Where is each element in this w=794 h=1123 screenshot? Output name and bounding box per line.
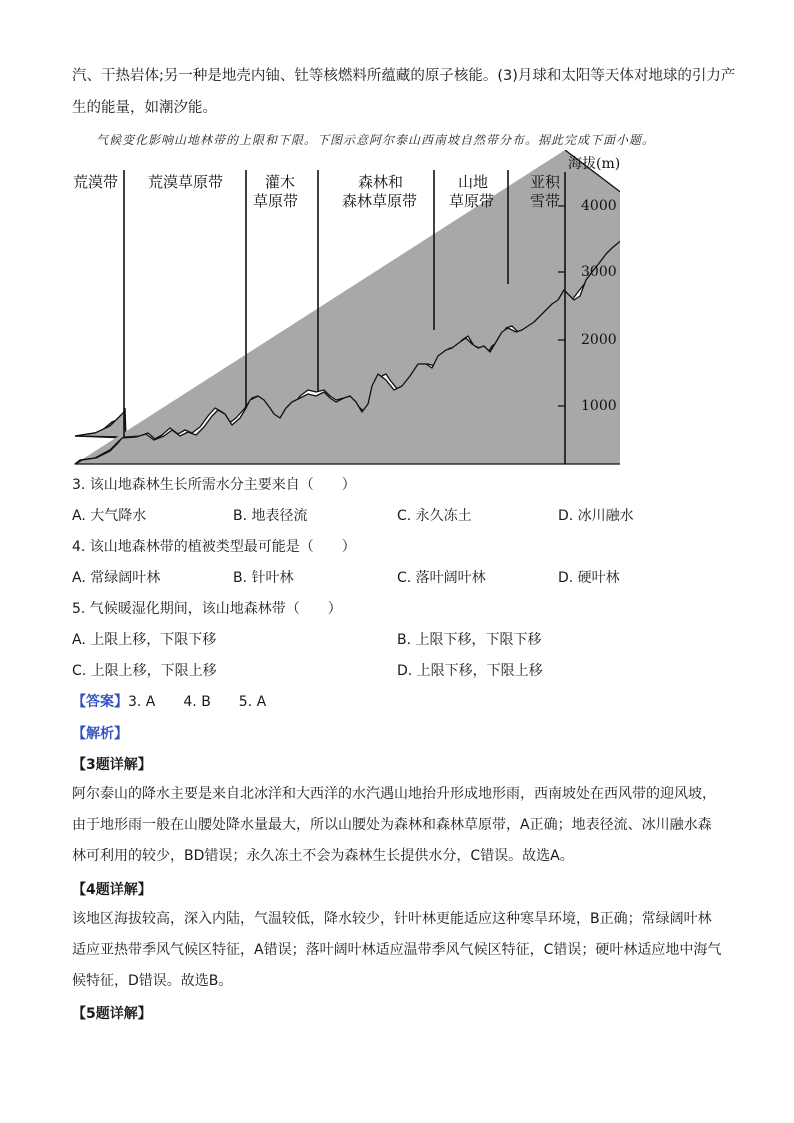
answer-label: 【答案】	[72, 694, 128, 710]
question-3-stem: 3. 该山地森林生长所需水分主要来自（ ）	[72, 477, 356, 493]
zone-label-subnival-1: 亚积	[530, 173, 561, 191]
q5-option-b[interactable]: B. 上限下移，下限下移	[397, 632, 542, 648]
q4-option-b[interactable]: B. 针叶林	[233, 570, 294, 586]
q5-option-d[interactable]: D. 上限下移，下限上移	[397, 663, 543, 679]
tick-label-1000: 1000	[581, 398, 617, 414]
elevation-profile-figure	[60, 150, 620, 474]
question-5-stem: 5. 气候暖湿化期间，该山地森林带（ ）	[72, 601, 342, 617]
zone-label-mountain-steppe-1: 山地	[458, 173, 489, 191]
detail-3-body: 阿尔泰山的降水主要是来自北冰洋和大西洋的水汽遇山地抬升形成地形雨，西南坡处在西风带的迎风坡，由于地形雨一般在山腰处降水量最大，所以山腰处为森林和森林草原带，A正确；地表径流、冰川融水森林可利用的较少，BD错误；永久冻土不会为森林生长提供水分，C错误。故选A。	[72, 786, 716, 864]
detail-3-title: 【3题详解】	[72, 757, 152, 773]
zone-label-subnival-2: 雪带	[530, 192, 561, 210]
tick-label-4000: 4000	[581, 198, 617, 214]
zone-label-mountain-steppe-2: 草原带	[449, 192, 495, 210]
tick-label-2000: 2000	[581, 332, 617, 348]
q4-option-c[interactable]: C. 落叶阔叶林	[397, 570, 486, 586]
zone-label-shrub-2: 草原带	[253, 192, 299, 210]
zone-label-forest-1: 森林和	[358, 173, 404, 191]
terrain-area	[75, 412, 126, 437]
intro-line-2: 生的能量，如潮汐能。	[72, 100, 217, 116]
analysis-label: 【解析】	[72, 726, 128, 742]
q3-option-b[interactable]: B. 地表径流	[233, 508, 308, 524]
question-4-stem: 4. 该山地森林带的植被类型最可能是（ ）	[72, 539, 356, 555]
detail-4-body: 该地区海拔较高，深入内陆，气温较低，降水较少，针叶林更能适应这种寒旱环境，B正确；常绿阔叶林适应亚热带季风气候区特征，A错误；落叶阔叶林适应温带季风气候区特征，C错误；硬叶林适应地中海气候特征，D错误。故选B。	[72, 911, 722, 989]
zone-label-forest-2: 森林草原带	[342, 192, 418, 210]
q5-option-c[interactable]: C. 上限上移，下限上移	[72, 663, 217, 679]
axis-title: 海拔(m)	[568, 156, 620, 172]
figure-caption: 气候变化影响山地林带的上限和下限。下图示意阿尔泰山西南坡自然带分布。据此完成下面小题。	[96, 133, 656, 147]
q3-option-a[interactable]: A. 大气降水	[72, 508, 147, 524]
zone-label-shrub-1: 灌木	[265, 173, 296, 191]
zone-label-desert: 荒漠带	[73, 173, 119, 191]
intro-line-1: 汽、干热岩体;另一种是地壳内铀、钍等核燃料所蕴藏的原子核能。(3)月球和太阳等天体对地球的引力产	[72, 68, 736, 84]
zone-label-desert-steppe: 荒漠草原带	[148, 173, 224, 191]
detail-5-title: 【5题详解】	[72, 1006, 152, 1022]
elevation-profile-svg	[60, 150, 620, 470]
q4-option-d[interactable]: D. 硬叶林	[558, 570, 620, 586]
tick-label-3000: 3000	[581, 264, 617, 280]
q3-option-c[interactable]: C. 永久冻土	[397, 508, 472, 524]
answer-text: 3. A 4. B 5. A	[128, 694, 267, 710]
q4-option-a[interactable]: A. 常绿阔叶林	[72, 570, 161, 586]
q3-option-d[interactable]: D. 冰川融水	[558, 508, 634, 524]
q5-option-a[interactable]: A. 上限上移，下限下移	[72, 632, 217, 648]
detail-4-title: 【4题详解】	[72, 882, 152, 898]
answer-line	[72, 691, 266, 711]
